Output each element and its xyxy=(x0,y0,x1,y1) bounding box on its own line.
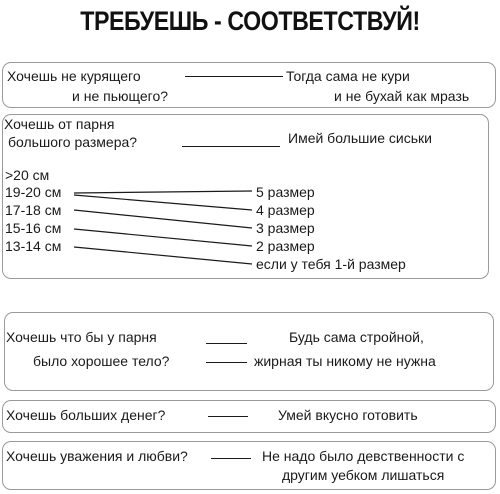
box3-connector-2 xyxy=(206,362,247,363)
size-link-17-18b xyxy=(74,210,252,228)
page-title: ТРЕБУЕШЬ - СООТВЕТСТВУЙ! xyxy=(80,6,420,36)
size-left-4: 13-14 см xyxy=(5,238,62,254)
box2-left-line1: Хочешь от парня xyxy=(4,116,115,132)
box1-left-line1: Хочешь не курящего xyxy=(7,68,141,84)
box5-connector xyxy=(211,458,251,459)
box3-right-line2: жирная ты никому не нужна xyxy=(254,353,436,369)
box4-connector xyxy=(208,416,248,417)
box1-right-line1: Тогда сама не кури xyxy=(286,68,410,84)
box2-right-line1: Имей большие сиськи xyxy=(288,130,432,146)
box2-left-line2: большого размера? xyxy=(8,134,138,150)
box3-left-line2: было хорошее тело? xyxy=(33,353,170,369)
box4-right-line1: Умей вкусно готовить xyxy=(278,407,418,423)
box4-left-line1: Хочешь больших денег? xyxy=(6,407,166,423)
box5-right-line2: другим уебком лишаться xyxy=(282,467,445,483)
box3-connector-1 xyxy=(206,343,247,344)
box3-right-line1: Будь сама стройной, xyxy=(289,329,424,345)
size-left-1: 19-20 см xyxy=(5,184,62,200)
size-left-0: >20 см xyxy=(5,167,50,183)
size-left-2: 17-18 см xyxy=(5,202,62,218)
size-link-15-16 xyxy=(74,229,252,246)
box1-right-line2: и не бухай как мразь xyxy=(334,88,470,104)
box1-left-line2: и не пьющего? xyxy=(72,88,169,104)
size-left-3: 15-16 см xyxy=(5,220,62,236)
size-link-13-14 xyxy=(74,247,252,264)
box5-right-line1: Не надо было девственности с xyxy=(262,448,465,464)
size-right-2: 3 размер xyxy=(256,220,315,236)
size-link-19-20 xyxy=(74,191,252,193)
size-link-17-18 xyxy=(74,195,252,210)
box3-left-line1: Хочешь что бы у парня xyxy=(6,329,157,345)
rule-box-body xyxy=(4,312,494,391)
size-right-3: 2 размер xyxy=(256,238,315,254)
size-right-0: 5 размер xyxy=(256,184,315,200)
size-right-1: 4 размер xyxy=(256,202,315,218)
size-right-4: если у тебя 1-й размер xyxy=(256,256,406,272)
box5-left-line1: Хочешь уважения и любви? xyxy=(6,448,188,464)
